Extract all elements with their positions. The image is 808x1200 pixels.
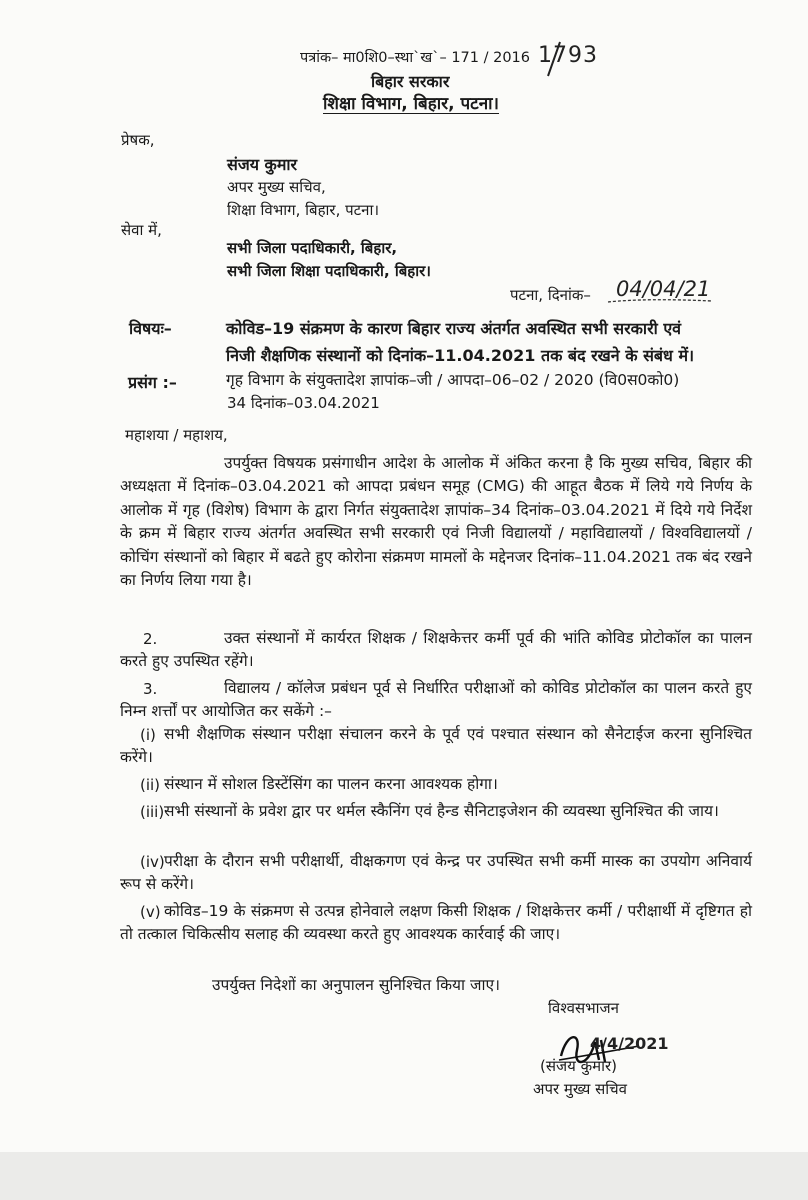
ref-handwritten: 1793 bbox=[538, 43, 599, 68]
department-name: शिक्षा विभाग, बिहार, पटना। bbox=[323, 94, 500, 114]
date-underline bbox=[606, 296, 716, 306]
yours-faithfully: विश्वसभाजन bbox=[548, 999, 619, 1017]
date-label: पटना, दिनांक– bbox=[510, 286, 591, 304]
recipient-line-1: सभी जिला पदाधिकारी, बिहार, bbox=[227, 239, 398, 257]
sender-label: प्रेषक, bbox=[121, 131, 155, 149]
salutation: महाशया / महाशय, bbox=[125, 426, 228, 444]
paragraph-2-number: 2. bbox=[143, 630, 158, 648]
ref-slash-mark bbox=[540, 40, 568, 80]
reference-label: प्रसंग :– bbox=[128, 373, 177, 392]
closing-line: उपर्युक्त निदेशों का अनुपालन सुनिश्चित किया जाए। bbox=[212, 976, 500, 994]
item-i: सभी शैक्षणिक संस्थान परीक्षा संचालन करने के पूर्व एवं पश्चात संस्थान को सैनेटाईज करना सुनिश्चित करेंगे। bbox=[120, 725, 752, 767]
item-v-number: (v) bbox=[140, 903, 161, 921]
subject-line-1: कोविड–19 संक्रमण के कारण बिहार राज्य अंतर्गत अवस्थित सभी सरकारी एवं bbox=[226, 319, 682, 338]
date-handwritten: 04/04/21 bbox=[616, 277, 711, 301]
item-ii-number: (ii) bbox=[140, 776, 161, 794]
item-iv: परीक्षा के दौरान सभी परीक्षार्थी, वीक्षकगण एवं केन्द्र पर उपस्थित सभी कर्मी मास्क का उपयोग अनिवार्य रूप से करेंगे। bbox=[120, 852, 752, 894]
paragraph-3: विद्यालय / कॉलेज प्रबंधन पूर्व से निर्धारित परीक्षाओं को कोविड प्रोटोकॉल का पालन करते हुए निम्न शर्त्तों पर आयोजित कर सकेंगे :– bbox=[120, 679, 752, 721]
paragraph-3-number: 3. bbox=[143, 680, 158, 698]
ref-prefix: पत्रांक– मा0शि0–स्था`ख`– 171 / 2016 bbox=[300, 50, 531, 66]
page-bottom-margin bbox=[0, 1152, 808, 1200]
reference-line-1: गृह विभाग के संयुक्तादेश ज्ञापांक–जी / आपदा–06–02 / 2020 (वि0स0को0) bbox=[226, 371, 680, 389]
paragraph-2: उक्त संस्थानों में कार्यरत शिक्षक / शिक्षकेत्तर कर्मी पूर्व की भांति कोविड प्रोटोकॉल का पालन करते हुए उपस्थित रहेंगे। bbox=[120, 629, 752, 671]
signature-date: 4/4/2021 bbox=[590, 1034, 669, 1053]
sender-office: शिक्षा विभाग, बिहार, पटना। bbox=[227, 201, 380, 219]
recipient-label: सेवा में, bbox=[121, 221, 162, 239]
sender-designation: अपर मुख्य सचिव, bbox=[227, 178, 326, 196]
paragraph-1: उपर्युक्त विषयक प्रसंगाधीन आदेश के आलोक में अंकित करना है कि मुख्य सचिव, बिहार की अध्यक्षता में दिनांक–03.04.2021 को आपदा प्रबंधन समूह (CMG) की आहूत बैठक में लिये गये निर्णय के आलोक में गृह (विशेष) विभाग के द्वारा निर्गत संयुक्तादेश ज्ञापांक–34 दिनांक–03.04.2021 में दिये गये निर्देश के क्रम में बिहार राज्य अंतर्गत अवस्थित सभी सरकारी एवं निजी विद्यालयों / महाविद्यालयों / विश्वविद्यालयों / कोचिंग संस्थानों को बिहार में बढते हुए कोरोना संक्रमण मामलों के मद्देनजर दिनांक–11.04.2021 तक बंद रखने का निर्णय लिया गया है। bbox=[120, 454, 752, 590]
subject-label: विषयः– bbox=[129, 319, 172, 338]
sender-name: संजय कुमार bbox=[227, 155, 298, 174]
recipient-line-2: सभी जिला शिक्षा पदाधिकारी, बिहार। bbox=[227, 262, 431, 280]
item-iii-number: (iii) bbox=[140, 803, 165, 821]
signatory-name: (संजय कुमार) bbox=[540, 1057, 617, 1075]
reference-line-2: 34 दिनांक–03.04.2021 bbox=[227, 394, 380, 412]
item-ii: संस्थान में सोशल डिस्टेंसिंग का पालन करना आवश्यक होगा। bbox=[164, 775, 498, 793]
item-iv-number: (iv) bbox=[140, 853, 165, 871]
item-v: कोविड–19 के संक्रमण से उत्पन्न होनेवाले लक्षण किसी शिक्षक / शिक्षकेत्तर कर्मी / परीक्षार्थी में दृष्टिगत हो तो तत्काल चिकित्सीय सलाह की व्यवस्था करते हुए आवश्यक कार्रवाई की जाए। bbox=[120, 902, 752, 944]
government-name: बिहार सरकार bbox=[371, 72, 450, 91]
signatory-designation: अपर मुख्य सचिव bbox=[533, 1080, 627, 1098]
item-i-number: (i) bbox=[140, 726, 156, 744]
subject-line-2: निजी शैक्षणिक संस्थानों को दिनांक–11.04.2021 तक बंद रखने के संबंध में। bbox=[226, 346, 695, 365]
item-iii: सभी संस्थानों के प्रवेश द्वार पर थर्मल स्कैनिंग एवं हैन्ड सैनिटाइजेशन की व्यवस्था सुनिश्चित की जाय। bbox=[164, 802, 719, 820]
